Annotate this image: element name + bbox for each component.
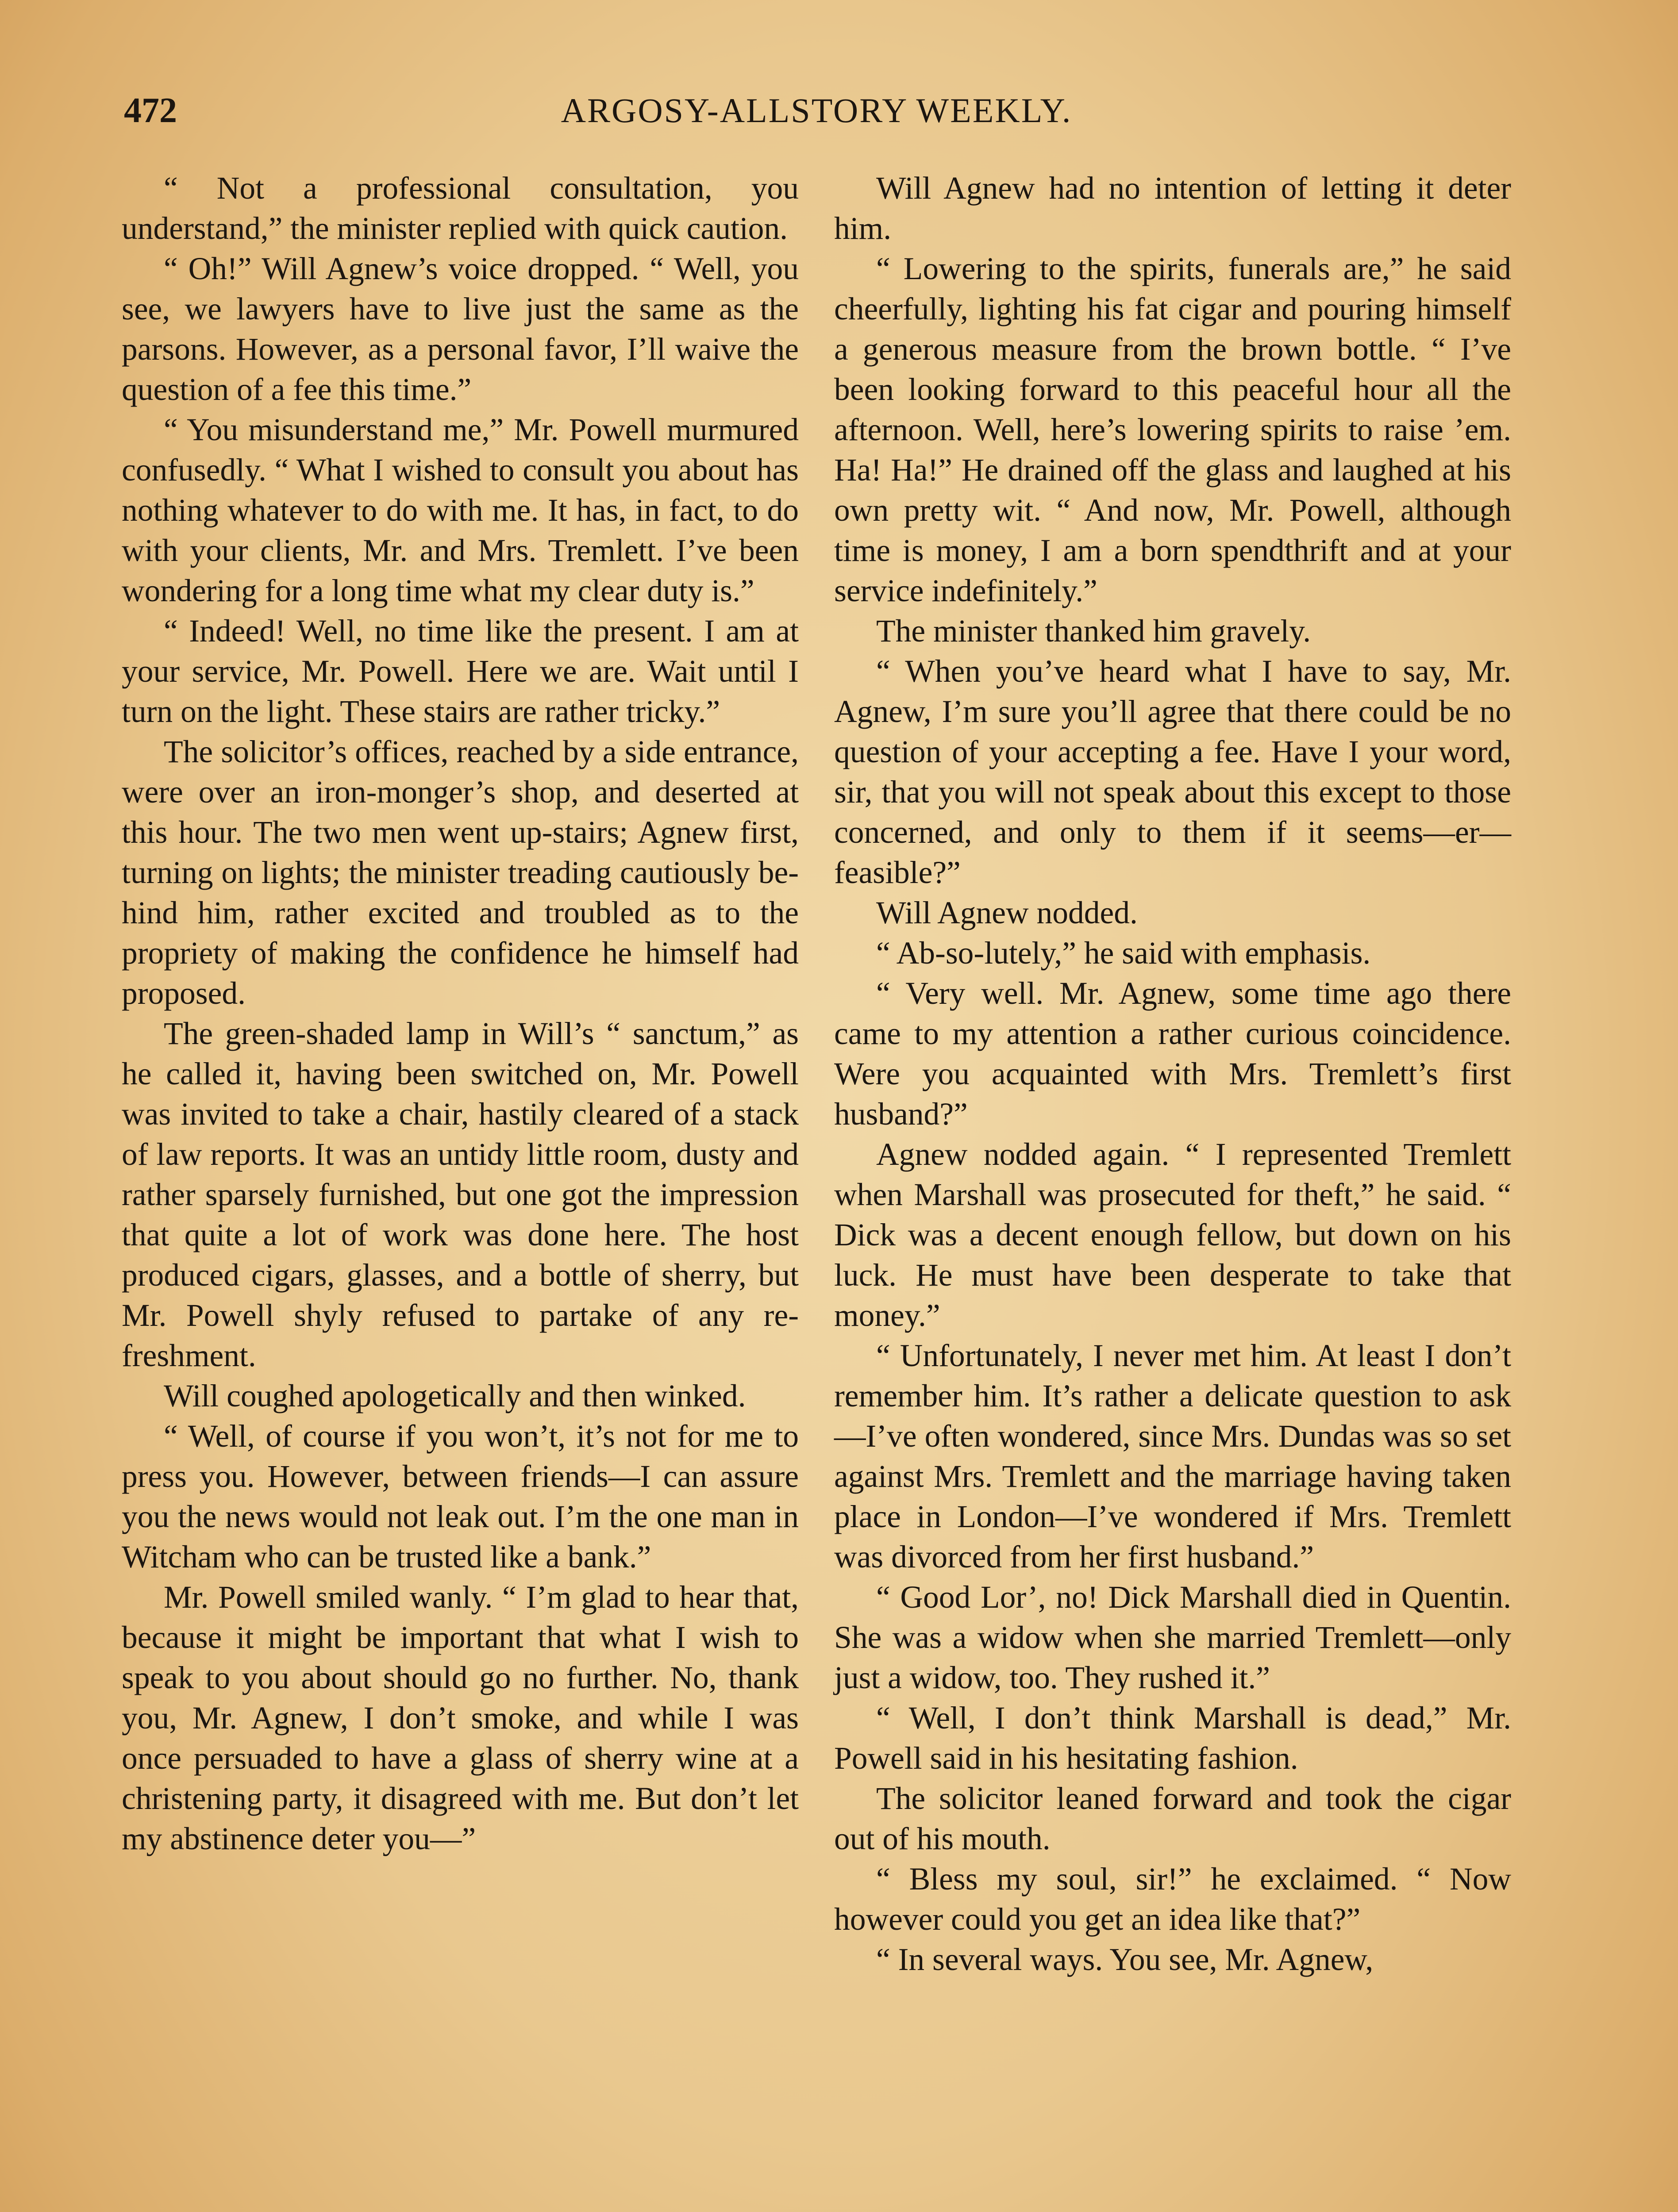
paragraph: “ When you’ve heard what I have to say, Mr. Agnew, I’m sure you’ll agree that there could be no question of your accepting a fee. Have I your word, sir, that you will not speak about this except to those concerned, and only to them if it seems—er—feasible?” (834, 654, 1511, 890)
paragraph: Will Agnew nodded. (876, 895, 1138, 930)
right-column (834, 168, 1511, 1980)
paragraph: Mr. Powell smiled wanly. “ I’m glad to hear that, because it might be important that what I wish to speak to you about should go no further. No, thank you, Mr. Agnew, I don’t smoke, and while I was once persuaded to have a glass of sherry wine at a christening party, it disagreed with me. But don’t let my abstinence deter you—” (122, 1580, 799, 1856)
paragraph: Will coughed apologetically and then winked. (164, 1379, 746, 1413)
paragraph: “ Very well. Mr. Agnew, some time ago there came to my attention a rather curious coincidence. Were you acquainted with Mrs. Tremlett’s first husband?” (834, 976, 1511, 1132)
paragraph: The solicitor leaned forward and took the cigar out of his mouth. (834, 1781, 1511, 1856)
left-column (122, 168, 799, 1859)
paragraph: “ Well, I don’t think Marshall is dead,” Mr. Powell said in his hesitating fashion. (834, 1701, 1511, 1776)
page-number: 472 (124, 91, 177, 130)
page-header (124, 91, 1509, 148)
paragraph: “ Lowering to the spirits, funerals are,” he said cheerfully, lighting his fat cigar and pouring himself a generous measure from the brown bottle. “ I’ve been looking forward to this peaceful hour all the afternoon. Well, here’s lowering spirits to raise ’em. Ha! Ha!” He drained off the glass and laughed at his own pretty wit. “ And now, Mr. Powell, although time is money, I am a born spendthrift and at your service indefinitely.” (834, 251, 1511, 608)
paragraph: “ Well, of course if you won’t, it’s not for me to press you. However, between friends—I can assure you the news would not leak out. I’m the one man in Witcham who can be trusted like a bank.” (122, 1419, 799, 1575)
paragraph: “ Ab-so-lutely,” he said with emphasis. (876, 936, 1371, 971)
paragraph: Agnew nodded again. “ I represented Tremlett when Marshall was prosecuted for theft,” he said. “ Dick was a decent enough fellow, but down on his luck. He must have been desperate to take that money.” (834, 1137, 1511, 1333)
paragraph: “ Oh!” Will Agnew’s voice dropped. “ Well, you see, we lawyers have to live just the same as the parsons. However, as a personal favor, I’ll waive the question of a fee this time.” (122, 251, 799, 407)
paragraph: “ In several ways. You see, Mr. Agnew, (876, 1942, 1374, 1977)
paragraph: Will Agnew had no intention of letting it deter him. (834, 171, 1511, 246)
paragraph: “ Indeed! Well, no time like the present. I am at your service, Mr. Powell. Here we are. Wait until I turn on the light. These stairs are rather tricky.” (122, 614, 799, 729)
paragraph: “ Bless my soul, sir!” he exclaimed. “ Now however could you get an idea like that?” (834, 1862, 1511, 1937)
paragraph: “ Good Lor’, no! Dick Marshall died in Quentin. She was a widow when she married Tremlett—only just a widow, too. They rushed it.” (834, 1580, 1511, 1695)
running-title: ARGOSY-ALLSTORY WEEKLY. (561, 91, 1072, 130)
paragraph: “ Unfortunately, I never met him. At least I don’t remember him. It’s rather a delicate question to ask—I’ve often wondered, since Mrs. Dundas was so set against Mrs. Tremlett and the marriage having taken place in London—I’ve wondered if Mrs. Tremlett was divorced from her first husband.” (834, 1338, 1511, 1575)
paragraph: The green-shaded lamp in Will’s “ sanctum,” as he called it, having been switched on, Mr. Powell was invited to take a chair, hastily cleared of a stack of law reports. It was an untidy little room, dusty and rather sparsely furnished, but one got the impression that quite a lot of work was done here. The host produced cigars, glasses, and a bottle of sherry, but Mr. Powell shyly refused to partake of any refreshment. (122, 1016, 799, 1373)
paragraph: The minister thanked him gravely. (876, 614, 1311, 649)
paragraph: “ Not a professional consultation, you understand,” the minister replied with quick caution. (122, 171, 799, 246)
paragraph: The solicitor’s offices, reached by a side entrance, were over an iron-monger’s shop, and deserted at this hour. The two men went up-stairs; Agnew first, turning on lights; the minister treading cautiously behind him, rather excited and troubled as to the propriety of making the confidence he himself had proposed. (122, 734, 799, 1011)
paragraph: “ You misunderstand me,” Mr. Powell murmured confusedly. “ What I wished to consult you about has nothing whatever to do with me. It has, in fact, to do with your clients, Mr. and Mrs. Tremlett. I’ve been wondering for a long time what my clear duty is.” (122, 412, 799, 608)
